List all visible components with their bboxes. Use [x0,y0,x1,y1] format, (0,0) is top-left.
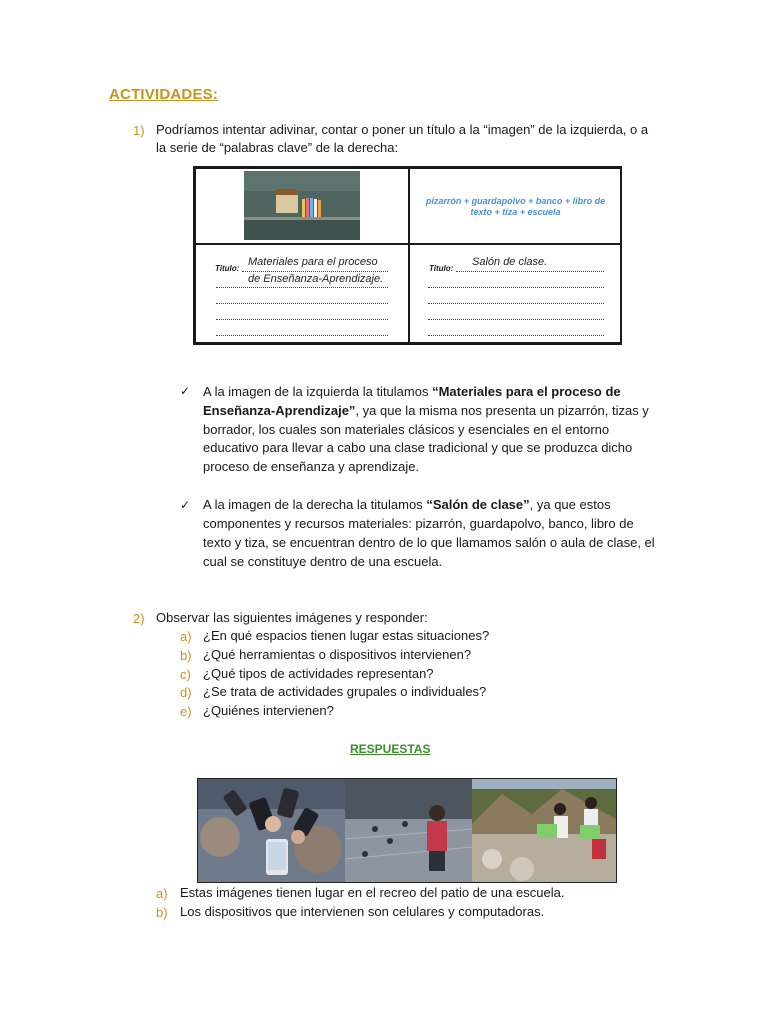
check-icon: ✓ [180,384,191,398]
q1-line1: Podríamos intentar adivinar, contar o poner un título a la “imagen” de la izquierda, o a [156,122,649,137]
q2-text: Observar las siguientes imágenes y responder: [156,610,428,625]
right-line-1 [456,271,604,272]
q2-item-e: ¿Quiénes intervienen? [203,703,334,718]
photo-phones [198,779,345,882]
bullet1-line5: proceso de enseñanza y aprendizaje. [203,459,420,474]
q2-item-c-letter: c) [180,667,191,682]
table-cell-keywords [409,168,622,244]
blackboard-photo [244,171,360,240]
right-line-2 [428,287,604,288]
q2-item-e-letter: e) [180,704,192,719]
q2-item-b-letter: b) [180,648,192,663]
table-cell-left-title [195,244,409,343]
bullet1-line4: educativo para llevar a cabo una clase tradicional y que se produzca dicho [203,440,633,455]
q2-number: 2) [133,611,145,626]
q2-item-a-letter: a) [180,629,192,644]
activity-table [193,166,622,345]
left-title-answer1: Materiales para el proceso [248,256,378,268]
answer-b: Los dispositivos que intervienen son celulares y computadoras. [180,904,545,919]
bullet1-line2: Enseñanza-Aprendizaje”, ya que la misma nos presenta un pizarrón, tizas y [203,403,649,418]
left-line-2 [216,287,388,288]
photo-courtyard [345,779,472,882]
bullet2-line1: A la imagen de la derecha la titulamos “Salón de clase”, ya que estos [203,497,611,512]
right-title-label: Titulo: [429,264,454,273]
respuestas-heading: RESPUESTAS [350,742,431,756]
right-line-3 [428,303,604,304]
left-line-4 [216,319,388,320]
q2-item-d: ¿Se trata de actividades grupales o individuales? [203,684,487,699]
q1-number: 1) [133,123,145,138]
q2-item-c: ¿Qué tipos de actividades representan? [203,666,434,681]
table-cell-right-title [409,244,622,343]
q2-item-d-letter: d) [180,685,192,700]
right-line-4 [428,319,604,320]
answer-a: Estas imágenes tienen lugar en el recreo del patio de una escuela. [180,885,565,900]
bullet1-line1: A la imagen de la izquierda la titulamos “Materiales para el proceso de [203,384,621,399]
keywords-line1: pizarrón + guardapolvo + banco + libro de [425,196,606,206]
photo-mountains [472,779,616,882]
left-line-1 [242,271,388,272]
q1-line2: la serie de “palabras clave” de la derecha: [156,140,399,155]
right-title-answer: Salón de clase. [472,256,548,268]
right-line-5 [428,335,604,336]
bullet1-line3: borrador, los cuales son materiales clásicos y esenciales en el entorno [203,422,610,437]
bullet2-line4: cual se constituye dentro de una escuela. [203,554,443,569]
q2-item-a: ¿En qué espacios tienen lugar estas situaciones? [203,628,490,643]
bullet2-line2: componentes y recursos materiales: pizarrón, guardapolvo, banco, libro de [203,516,634,531]
answer-a-letter: a) [156,886,168,901]
q2-item-b: ¿Qué herramientas o dispositivos intervienen? [203,647,472,662]
page-heading: ACTIVIDADES: [109,86,219,103]
left-line-5 [216,335,388,336]
check-icon: ✓ [180,498,191,512]
keywords-line2: texto + tiza + escuela [470,207,561,217]
table-cell-image [195,168,409,244]
bullet2-line3: texto y tiza, se encuentran dentro de lo que llamamos salón o aula de clase, el [203,535,655,550]
left-title-label: Titulo: [215,264,240,273]
left-line-3 [216,303,388,304]
left-title-answer2: de Enseñanza-Aprendizaje. [248,273,384,285]
answer-b-letter: b) [156,905,168,920]
